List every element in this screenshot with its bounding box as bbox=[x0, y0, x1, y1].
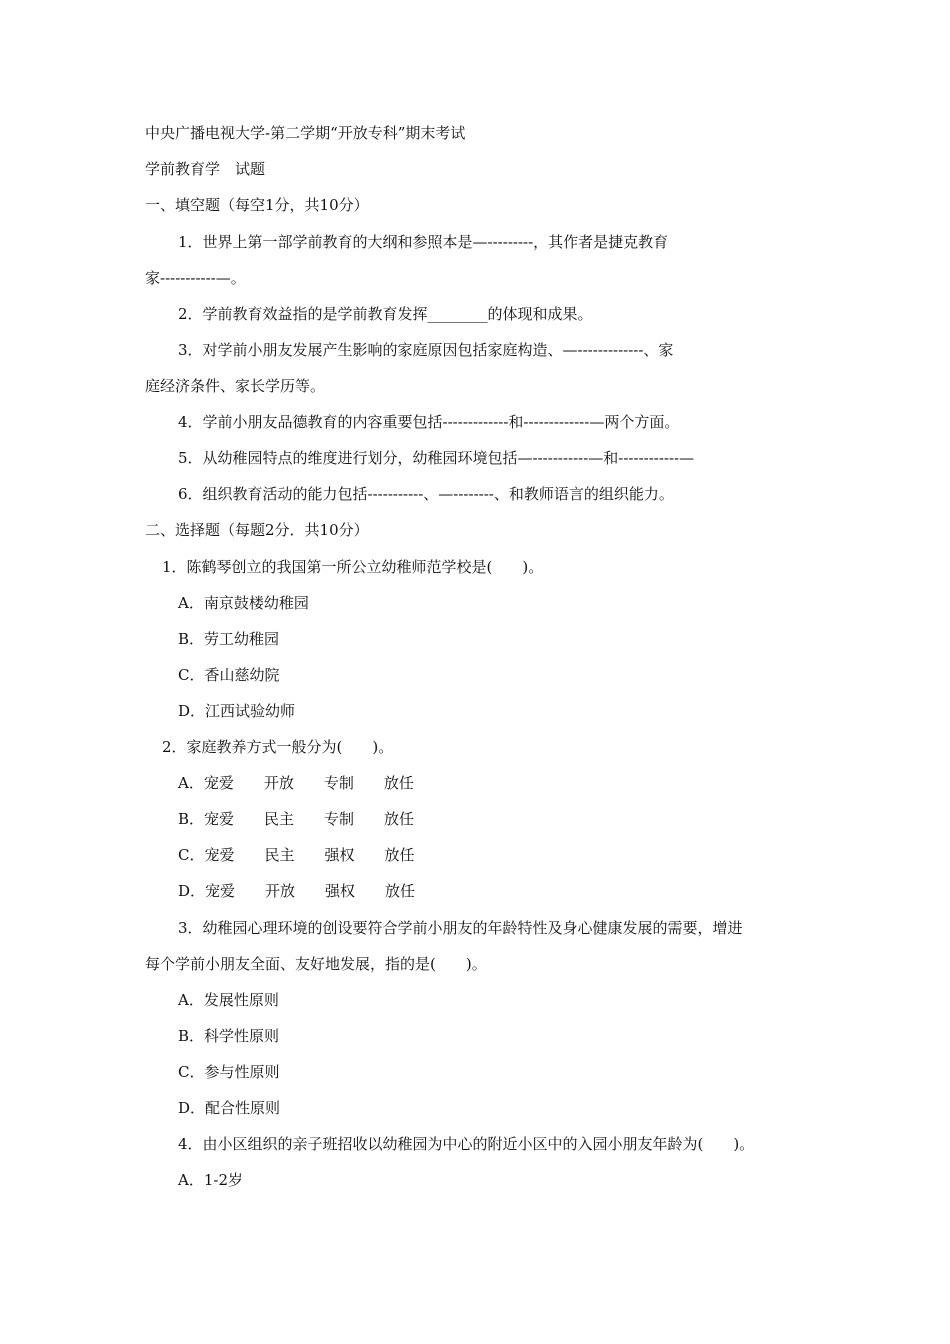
document-title: 中央广播电视大学-第二学期“开放专科”期末考试 bbox=[145, 124, 466, 142]
choice-option: A．宠爱 开放 专制 放任 bbox=[178, 774, 414, 792]
choice-option: D．江西试验幼师 bbox=[178, 702, 296, 720]
fill-question-3-line1: 3．对学前小朋友发展产生影响的家庭原因包括家庭构造、—-------------、家 bbox=[178, 341, 674, 359]
choice-question-3-line1: 3．幼稚园心理环境的创设要符合学前小朋友的年龄特性及身心健康发展的需要，增进 bbox=[178, 919, 743, 937]
choice-option: B．宠爱 民主 专制 放任 bbox=[178, 810, 415, 828]
document-subtitle: 学前教育学 试题 bbox=[145, 160, 266, 178]
choice-option: C．宠爱 民主 强权 放任 bbox=[178, 846, 415, 864]
choice-option: D．配合性原则 bbox=[178, 1099, 281, 1117]
choice-option: A．发展性原则 bbox=[178, 991, 279, 1009]
choice-option: B．劳工幼稚园 bbox=[178, 630, 280, 648]
fill-question-6: 6．组织教育活动的能力包括-----------、—--------、和教师语言的组织能力。 bbox=[178, 485, 674, 503]
fill-question-4: 4．学前小朋友品德教育的内容重要包括-------------和-------------—两个方面。 bbox=[178, 413, 680, 431]
choice-option: C．香山慈幼院 bbox=[178, 666, 280, 684]
fill-question-5: 5．从幼稚园特点的维度进行划分，幼稚园环境包括—-----------—和------------— bbox=[178, 449, 695, 467]
fill-question-2: 2．学前教育效益指的是学前教育发挥________的体现和成果。 bbox=[178, 305, 593, 323]
fill-question-1-line1: 1．世界上第一部学前教育的大纲和参照本是—---------，其作者是捷克教育 bbox=[178, 233, 669, 251]
choice-question-2: 2．家庭教养方式一般分为( )。 bbox=[162, 738, 394, 756]
choice-option: D．宠爱 开放 强权 放任 bbox=[178, 882, 416, 900]
choice-question-3-line2: 每个学前小朋友全面、友好地发展，指的是( )。 bbox=[145, 955, 487, 973]
fill-question-3-line2: 庭经济条件、家长学历等。 bbox=[145, 377, 326, 395]
choice-option: A．1-2岁 bbox=[178, 1171, 243, 1189]
choice-question-1: 1．陈鹤琴创立的我国第一所公立幼稚师范学校是( )。 bbox=[162, 558, 544, 576]
choice-option: B．科学性原则 bbox=[178, 1027, 280, 1045]
fill-question-1-line2: 家-----------—。 bbox=[145, 269, 246, 287]
choice-option: A．南京鼓楼幼稚园 bbox=[178, 594, 309, 612]
choice-question-4: 4．由小区组织的亲子班招收以幼稚园为中心的附近小区中的入园小朋友年龄为( )。 bbox=[178, 1135, 755, 1153]
section2-heading: 二、选择题（每题2分．共10分） bbox=[145, 521, 369, 539]
choice-option: C．参与性原则 bbox=[178, 1063, 280, 1081]
section1-heading: 一、填空题（每空1分，共10分） bbox=[145, 196, 369, 214]
